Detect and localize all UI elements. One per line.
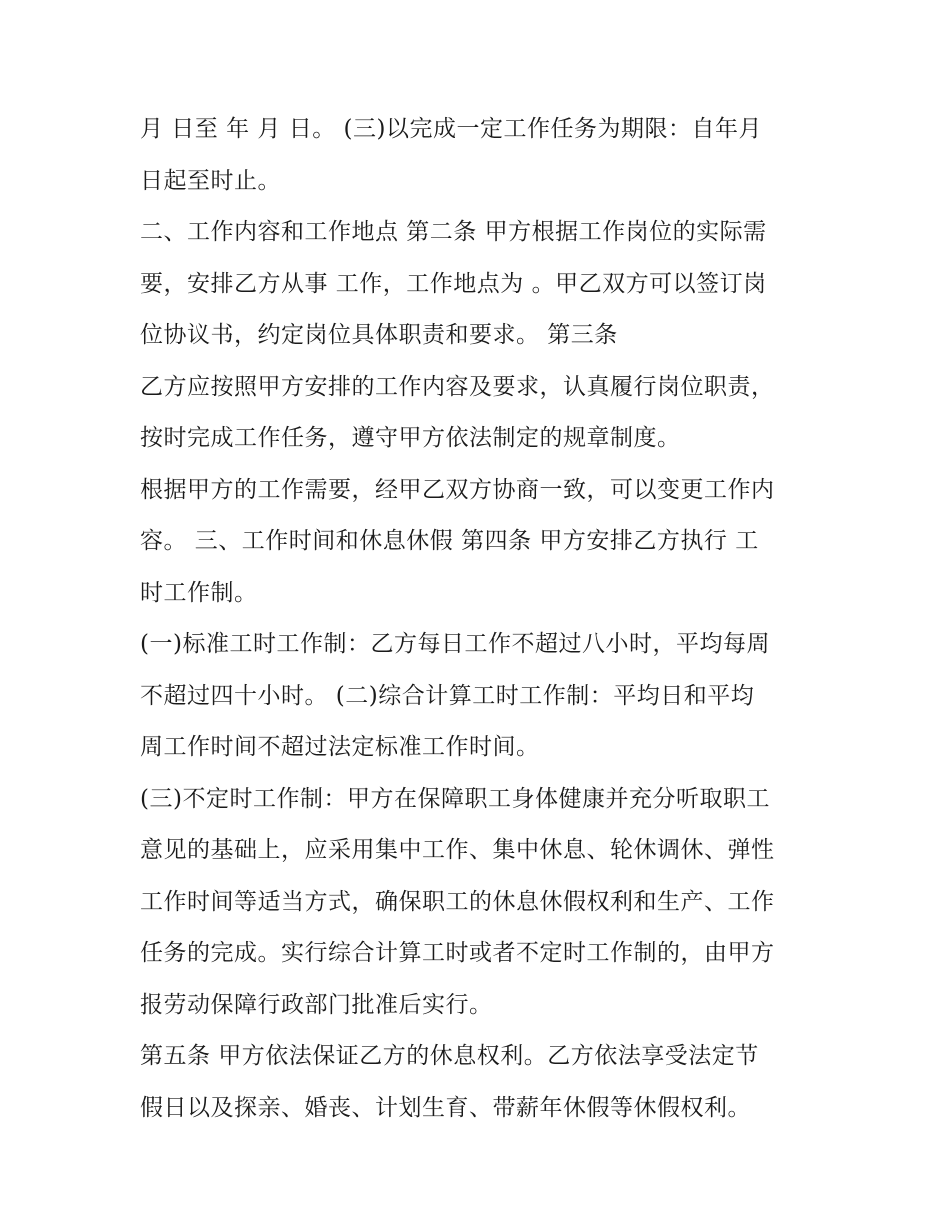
text-line-19: 第五条 甲方依法保证乙方的休息权利。乙方依法享受法定节: [140, 1043, 759, 1069]
text-line-9: 容。 三、工作时间和休息休假 第四条 甲方安排乙方执行 工: [140, 528, 759, 554]
text-line-10: 时工作制。: [140, 579, 258, 606]
text-line-20: 假日以及探亲、婚丧、计划生育、带薪年休假等休假权利。: [140, 1094, 751, 1121]
text-line-18: 报劳动保障行政部门批准后实行。: [140, 991, 493, 1018]
text-line-15: 意见的基础上，应采用集中工作、集中休息、轮休调休、弹性: [140, 837, 775, 863]
text-line-6: 乙方应按照甲方安排的工作内容及要求，认真履行岗位职责，: [140, 373, 775, 400]
text-line-14: (三)不定时工作制：甲方在保障职工身体健康并充分听取职工: [140, 785, 770, 812]
text-line-11: (一)标准工时工作制：乙方每日工作不超过八小时，平均每周: [140, 631, 770, 657]
text-line-7: 按时完成工作任务，遵守甲方依法制定的规章制度。: [140, 425, 681, 451]
text-line-5: 位协议书，约定岗位具体职责和要求。 第三条: [140, 322, 618, 348]
document-body: [140, 104, 820, 1134]
text-line-4: 要，安排乙方从事 工作，工作地点为 。甲乙双方可以签订岗: [140, 270, 767, 297]
text-line-13: 周工作时间不超过法定标准工作时间。: [140, 734, 540, 760]
text-line-17: 任务的完成。实行综合计算工时或者不定时工作制的，由甲方: [140, 940, 775, 966]
text-line-3: 二、工作内容和工作地点 第二条 甲方根据工作岗位的实际需: [140, 219, 767, 245]
text-line-16: 工作时间等适当方式，确保职工的休息休假权利和生产、工作: [140, 888, 775, 915]
text-line-12: 不超过四十小时。 (二)综合计算工时工作制：平均日和平均: [140, 682, 755, 709]
text-line-8: 根据甲方的工作需要，经甲乙双方协商一致，可以变更工作内: [140, 476, 775, 503]
text-line-2: 日起至时止。: [140, 167, 281, 194]
text-line-1: 月 日至 年 月 日。 (三)以完成一定工作任务为期限：自年月: [140, 116, 763, 142]
